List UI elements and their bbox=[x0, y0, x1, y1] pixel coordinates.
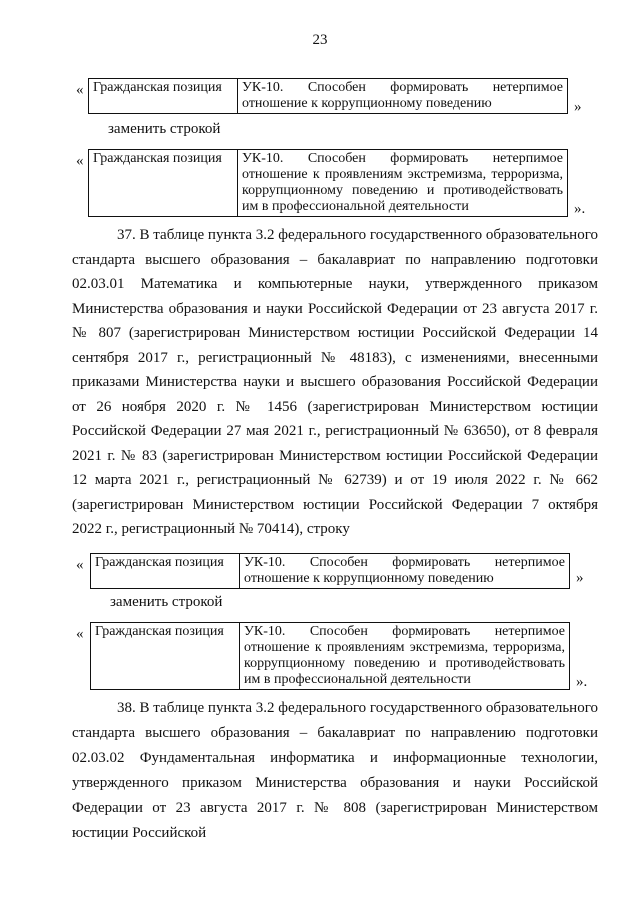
opening-quote: « bbox=[76, 626, 84, 642]
opening-quote: « bbox=[76, 557, 84, 573]
new-competency-table-2 bbox=[90, 622, 570, 690]
table-row bbox=[89, 150, 568, 217]
closing-quote-period: ». bbox=[574, 201, 586, 217]
description-first-line: УК-10. Способен формировать нетерпимое bbox=[244, 624, 565, 639]
competency-name-cell: Гражданская позиция bbox=[89, 150, 238, 217]
closing-quote: » bbox=[576, 570, 584, 586]
paragraph-38: 38. В таблице пункта 3.2 федерального государственного образовательного стандарта высшего образования – бакалавриат по направлению подготовки 02.03.02 Фундаментальная информатика и информационные технологии, утвержденного приказом Министерства образования и науки Российской Федерации от 23 августа 2017 г. № 808 (зарегистрирован Министерством юстиции Российской bbox=[72, 700, 598, 841]
competency-description-cell bbox=[238, 79, 568, 114]
replace-label: заменить строкой bbox=[110, 594, 223, 610]
paragraph-37: 37. В таблице пункта 3.2 федерального государственного образовательного стандарта высшего образования – бакалавриат по направлению подготовки 02.03.01 Математика и компьютерные науки, утвержденного приказом Министерства образования и науки Российской Федерации от 23 августа 2017 г. № 807 (зарегистрирован Министерством юстиции Российской Федерации 14 сентября 2017 г., регистрационный № 48183), с изменениями, внесенными приказами Министерства науки и высшего образования Российской Федерации от 26 ноября 2020 г. № 1456 (зарегистрирован Министерством юстиции Российской Федерации 27 мая 2021 г., регистрационный № 63650), от 8 февраля 2021 г. № 83 (зарегистрирован Министерством юстиции Российской Федерации 12 марта 2021 г., регистрационный № 62739) и от 19 июля 2022 г. № 662 (зарегистрирован Министерством юстиции Российской Федерации 7 октября 2022 г., регистрационный № 70414), строку bbox=[72, 227, 598, 537]
closing-quote-period: ». bbox=[576, 674, 588, 690]
description-first-line: УК-10. Способен формировать нетерпимое bbox=[242, 151, 563, 166]
description-first-line: УК-10. Способен формировать нетерпимое bbox=[242, 80, 563, 95]
description-first-line: УК-10. Способен формировать нетерпимое bbox=[244, 555, 565, 570]
new-competency-table bbox=[88, 149, 568, 217]
table-row bbox=[89, 79, 568, 114]
opening-quote: « bbox=[76, 82, 84, 98]
description-rest: отношение к коррупционному поведению bbox=[242, 96, 492, 111]
opening-quote: « bbox=[76, 153, 84, 169]
replace-label: заменить строкой bbox=[108, 121, 221, 137]
old-competency-table-2 bbox=[90, 553, 570, 589]
page-number: 23 bbox=[312, 32, 328, 48]
description-rest: отношение к проявлениям экстремизма, терроризма, коррупционному поведению и противодействовать им в профессиональной деятельности bbox=[244, 640, 565, 687]
old-competency-table bbox=[88, 78, 568, 114]
competency-name-cell: Гражданская позиция bbox=[91, 623, 240, 690]
description-rest: отношение к проявлениям экстремизма, терроризма, коррупционному поведению и противодействовать им в профессиональной деятельности bbox=[242, 167, 563, 214]
competency-description-cell bbox=[240, 554, 570, 589]
table-row bbox=[91, 554, 570, 589]
competency-description-cell bbox=[240, 623, 570, 690]
table-row bbox=[91, 623, 570, 690]
description-rest: отношение к коррупционному поведению bbox=[244, 571, 494, 586]
competency-name-cell: Гражданская позиция bbox=[89, 79, 238, 114]
competency-name-cell: Гражданская позиция bbox=[91, 554, 240, 589]
competency-description-cell bbox=[238, 150, 568, 217]
closing-quote: » bbox=[574, 99, 582, 115]
